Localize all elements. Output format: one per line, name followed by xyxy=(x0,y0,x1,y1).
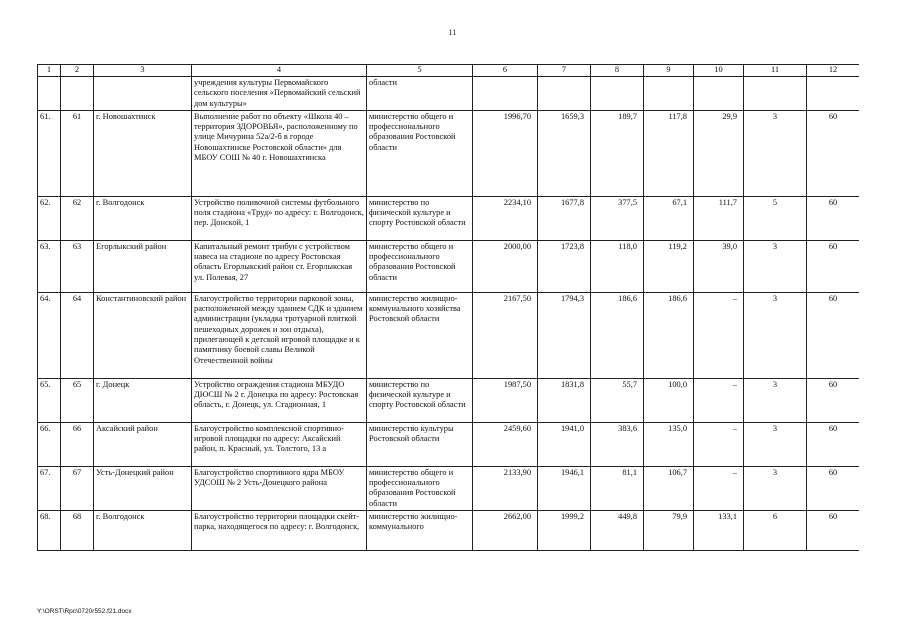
table-cell-col-6 xyxy=(473,77,538,111)
table-cell-col-4: Устройство ограждения стадиона МБУДО ДЮСШ № 2 г. Донецка по адресу: Ростовская область, г. Донецк, ул. Стадионная, 1 xyxy=(192,378,367,422)
table-cell-col-7: 1723,8 xyxy=(538,240,591,292)
table-cell-col-9: 79,9 xyxy=(644,511,694,551)
table-cell-col-3: Егорлыкский район xyxy=(94,240,192,292)
column-header-6: 6 xyxy=(473,65,538,77)
table-cell-col-9: 135,0 xyxy=(644,422,694,466)
table-cell-col-11: 3 xyxy=(744,240,807,292)
table-cell-col-8: 383,6 xyxy=(591,422,644,466)
table-cell-col-2: 62 xyxy=(61,196,94,240)
table-cell-col-6: 2662,00 xyxy=(473,511,538,551)
table-cell-col-12 xyxy=(807,77,860,111)
table-cell-col-4: Устройство поливочной системы футбольного поля стадиона «Труд» по адресу: г. Волгодонск, пер. Донской, 1 xyxy=(192,196,367,240)
table-cell-col-3: г. Волгодонск xyxy=(94,511,192,551)
table-cell-col-10: 29,9 xyxy=(694,110,744,196)
table-cell-col-8 xyxy=(591,77,644,111)
table-cell-col-8: 377,5 xyxy=(591,196,644,240)
table-cell-col-8: 118,0 xyxy=(591,240,644,292)
table-cell-col-5: министерство по физической культуре и спорту Ростовской области xyxy=(367,378,473,422)
table-cell-col-10: – xyxy=(694,466,744,510)
table-cell-col-12: 60 xyxy=(807,511,860,551)
table-cell-col-1: 63. xyxy=(38,240,61,292)
table-cell-col-7 xyxy=(538,77,591,111)
table-cell-col-9: 119,2 xyxy=(644,240,694,292)
table-cell-col-2: 63 xyxy=(61,240,94,292)
table-row xyxy=(38,422,860,466)
table-row xyxy=(38,511,860,551)
table-cell-col-1 xyxy=(38,77,61,111)
table-cell-col-6: 2000,00 xyxy=(473,240,538,292)
column-header-4: 4 xyxy=(192,65,367,77)
data-table xyxy=(37,64,859,551)
table-cell-col-12: 60 xyxy=(807,422,860,466)
table-cell-col-5: министерство общего и профессионального образования Ростовской области xyxy=(367,240,473,292)
table-cell-col-4: Благоустройство комплексной спортивно-игровой площадки по адресу: Аксайский район, п. Красный, ул. Толстого, 13 а xyxy=(192,422,367,466)
table-cell-col-11 xyxy=(744,77,807,111)
table-cell-col-1: 67. xyxy=(38,466,61,510)
table-cell-col-10: – xyxy=(694,422,744,466)
table-cell-col-3: Аксайский район xyxy=(94,422,192,466)
table-cell-col-1: 64. xyxy=(38,292,61,378)
table-row xyxy=(38,378,860,422)
table-cell-col-7: 1677,8 xyxy=(538,196,591,240)
table-cell-col-2: 68 xyxy=(61,511,94,551)
table-cell-col-7: 1946,1 xyxy=(538,466,591,510)
table-cell-col-4: Благоустройство спортивного ядра МБОУ УДСОШ № 2 Усть-Донецкого района xyxy=(192,466,367,510)
table-cell-col-11: 3 xyxy=(744,378,807,422)
table-cell-col-11: 3 xyxy=(744,110,807,196)
table-cell-col-5: министерство культуры Ростовской области xyxy=(367,422,473,466)
table-cell-col-2: 65 xyxy=(61,378,94,422)
table-cell-col-8: 186,6 xyxy=(591,292,644,378)
table-row xyxy=(38,196,860,240)
table-cell-col-3: г. Волгодонск xyxy=(94,196,192,240)
table-cell-col-5: области xyxy=(367,77,473,111)
column-header-1: 1 xyxy=(38,65,61,77)
table-cell-col-5: министерство жилищно-коммунального хозяйства Ростовской области xyxy=(367,292,473,378)
table-cell-col-7: 1831,8 xyxy=(538,378,591,422)
column-header-2: 2 xyxy=(61,65,94,77)
table-cell-col-2 xyxy=(61,77,94,111)
table-cell-col-2: 64 xyxy=(61,292,94,378)
table-cell-col-11: 3 xyxy=(744,292,807,378)
table-cell-col-10 xyxy=(694,77,744,111)
table-cell-col-5: министерство жилищно-коммунального xyxy=(367,511,473,551)
column-header-11: 11 xyxy=(744,65,807,77)
column-header-5: 5 xyxy=(367,65,473,77)
table-cell-col-11: 5 xyxy=(744,196,807,240)
table-row xyxy=(38,240,860,292)
table-cell-col-1: 61. xyxy=(38,110,61,196)
table-cell-col-2: 66 xyxy=(61,422,94,466)
table-cell-col-9: 106,7 xyxy=(644,466,694,510)
table-cell-col-3: Константиновский район xyxy=(94,292,192,378)
column-header-10: 10 xyxy=(694,65,744,77)
table-cell-col-3: Усть-Донецкий район xyxy=(94,466,192,510)
table-body xyxy=(38,77,860,551)
page-number: 11 xyxy=(448,28,457,37)
table-cell-col-4: Капитальный ремонт трибун с устройством навеса на стадионе по адресу Ростовская область Егорлыкский район ст. Егорлыкская ул. Полевая, 27 xyxy=(192,240,367,292)
column-header-8: 8 xyxy=(591,65,644,77)
table-cell-col-12: 60 xyxy=(807,292,860,378)
table-row xyxy=(38,292,860,378)
table-cell-col-6: 2167,50 xyxy=(473,292,538,378)
table-cell-col-11: 3 xyxy=(744,466,807,510)
table-cell-col-3: г. Новошахтинск xyxy=(94,110,192,196)
table-cell-col-11: 3 xyxy=(744,422,807,466)
table-cell-col-5: министерство по физической культуре и спорту Ростовской области xyxy=(367,196,473,240)
table-cell-col-10: 111,7 xyxy=(694,196,744,240)
table-cell-col-10: – xyxy=(694,292,744,378)
table-container xyxy=(37,64,859,606)
table-cell-col-6: 2459,60 xyxy=(473,422,538,466)
table-header-row xyxy=(38,65,860,77)
table-cell-col-3 xyxy=(94,77,192,111)
table-cell-col-8: 55,7 xyxy=(591,378,644,422)
table-cell-col-12: 60 xyxy=(807,110,860,196)
table-row xyxy=(38,77,860,111)
table-cell-col-6: 1987,50 xyxy=(473,378,538,422)
table-cell-col-4: Благоустройство территории парковой зоны, расположенной между зданием СДК и зданием администрации (укладка тротуарной плиткой пешеходных дорожек и зон отдыха), прилегающей к детской игровой площадке и к памятнику боевой славы Великой Отечественной войны xyxy=(192,292,367,378)
table-cell-col-1: 62. xyxy=(38,196,61,240)
table-cell-col-7: 1794,3 xyxy=(538,292,591,378)
table-cell-col-9: 186,6 xyxy=(644,292,694,378)
table-cell-col-12: 60 xyxy=(807,240,860,292)
column-header-9: 9 xyxy=(644,65,694,77)
table-cell-col-6: 1996,70 xyxy=(473,110,538,196)
table-cell-col-7: 1999,2 xyxy=(538,511,591,551)
table-cell-col-12: 60 xyxy=(807,378,860,422)
table-cell-col-9 xyxy=(644,77,694,111)
table-cell-col-2: 67 xyxy=(61,466,94,510)
table-cell-col-8: 449,8 xyxy=(591,511,644,551)
table-cell-col-10: – xyxy=(694,378,744,422)
column-header-12: 12 xyxy=(807,65,860,77)
table-cell-col-9: 100,0 xyxy=(644,378,694,422)
table-cell-col-11: 6 xyxy=(744,511,807,551)
table-cell-col-1: 66. xyxy=(38,422,61,466)
table-cell-col-2: 61 xyxy=(61,110,94,196)
table-row xyxy=(38,466,860,510)
table-cell-col-7: 1659,3 xyxy=(538,110,591,196)
table-cell-col-1: 65. xyxy=(38,378,61,422)
table-cell-col-4: учреждения культуры Первомайского сельского поселения «Первомайский сельский дом культуры» xyxy=(192,77,367,111)
table-cell-col-9: 117,8 xyxy=(644,110,694,196)
table-cell-col-4: Выполнение работ по объекту «Школа 40 – территория ЗДОРОВЬЯ», расположенному по улице Мичурина 52а/2-б в городе Новошахтинске Ростовской области» для МБОУ СОШ № 40 г. Новошахтинска xyxy=(192,110,367,196)
table-cell-col-8: 81,1 xyxy=(591,466,644,510)
table-cell-col-10: 133,1 xyxy=(694,511,744,551)
table-cell-col-4: Благоустройство территории площадки скейт-парка, находящегося по адресу: г. Волгодонск, xyxy=(192,511,367,551)
footer-file-path: Y:\ORST\Rpc\0720r552.f21.docx xyxy=(37,608,132,615)
table-cell-col-9: 67,1 xyxy=(644,196,694,240)
table-cell-col-10: 39,0 xyxy=(694,240,744,292)
table-cell-col-12: 60 xyxy=(807,466,860,510)
column-header-3: 3 xyxy=(94,65,192,77)
table-cell-col-8: 189,7 xyxy=(591,110,644,196)
table-cell-col-6: 2133,90 xyxy=(473,466,538,510)
table-cell-col-3: г. Донецк xyxy=(94,378,192,422)
table-cell-col-12: 60 xyxy=(807,196,860,240)
column-header-7: 7 xyxy=(538,65,591,77)
table-cell-col-6: 2234,10 xyxy=(473,196,538,240)
table-row xyxy=(38,110,860,196)
table-cell-col-5: министерство общего и профессионального образования Ростовской области xyxy=(367,466,473,510)
table-cell-col-1: 68. xyxy=(38,511,61,551)
table-cell-col-5: министерство общего и профессионального образования Ростовской области xyxy=(367,110,473,196)
table-cell-col-7: 1941,0 xyxy=(538,422,591,466)
